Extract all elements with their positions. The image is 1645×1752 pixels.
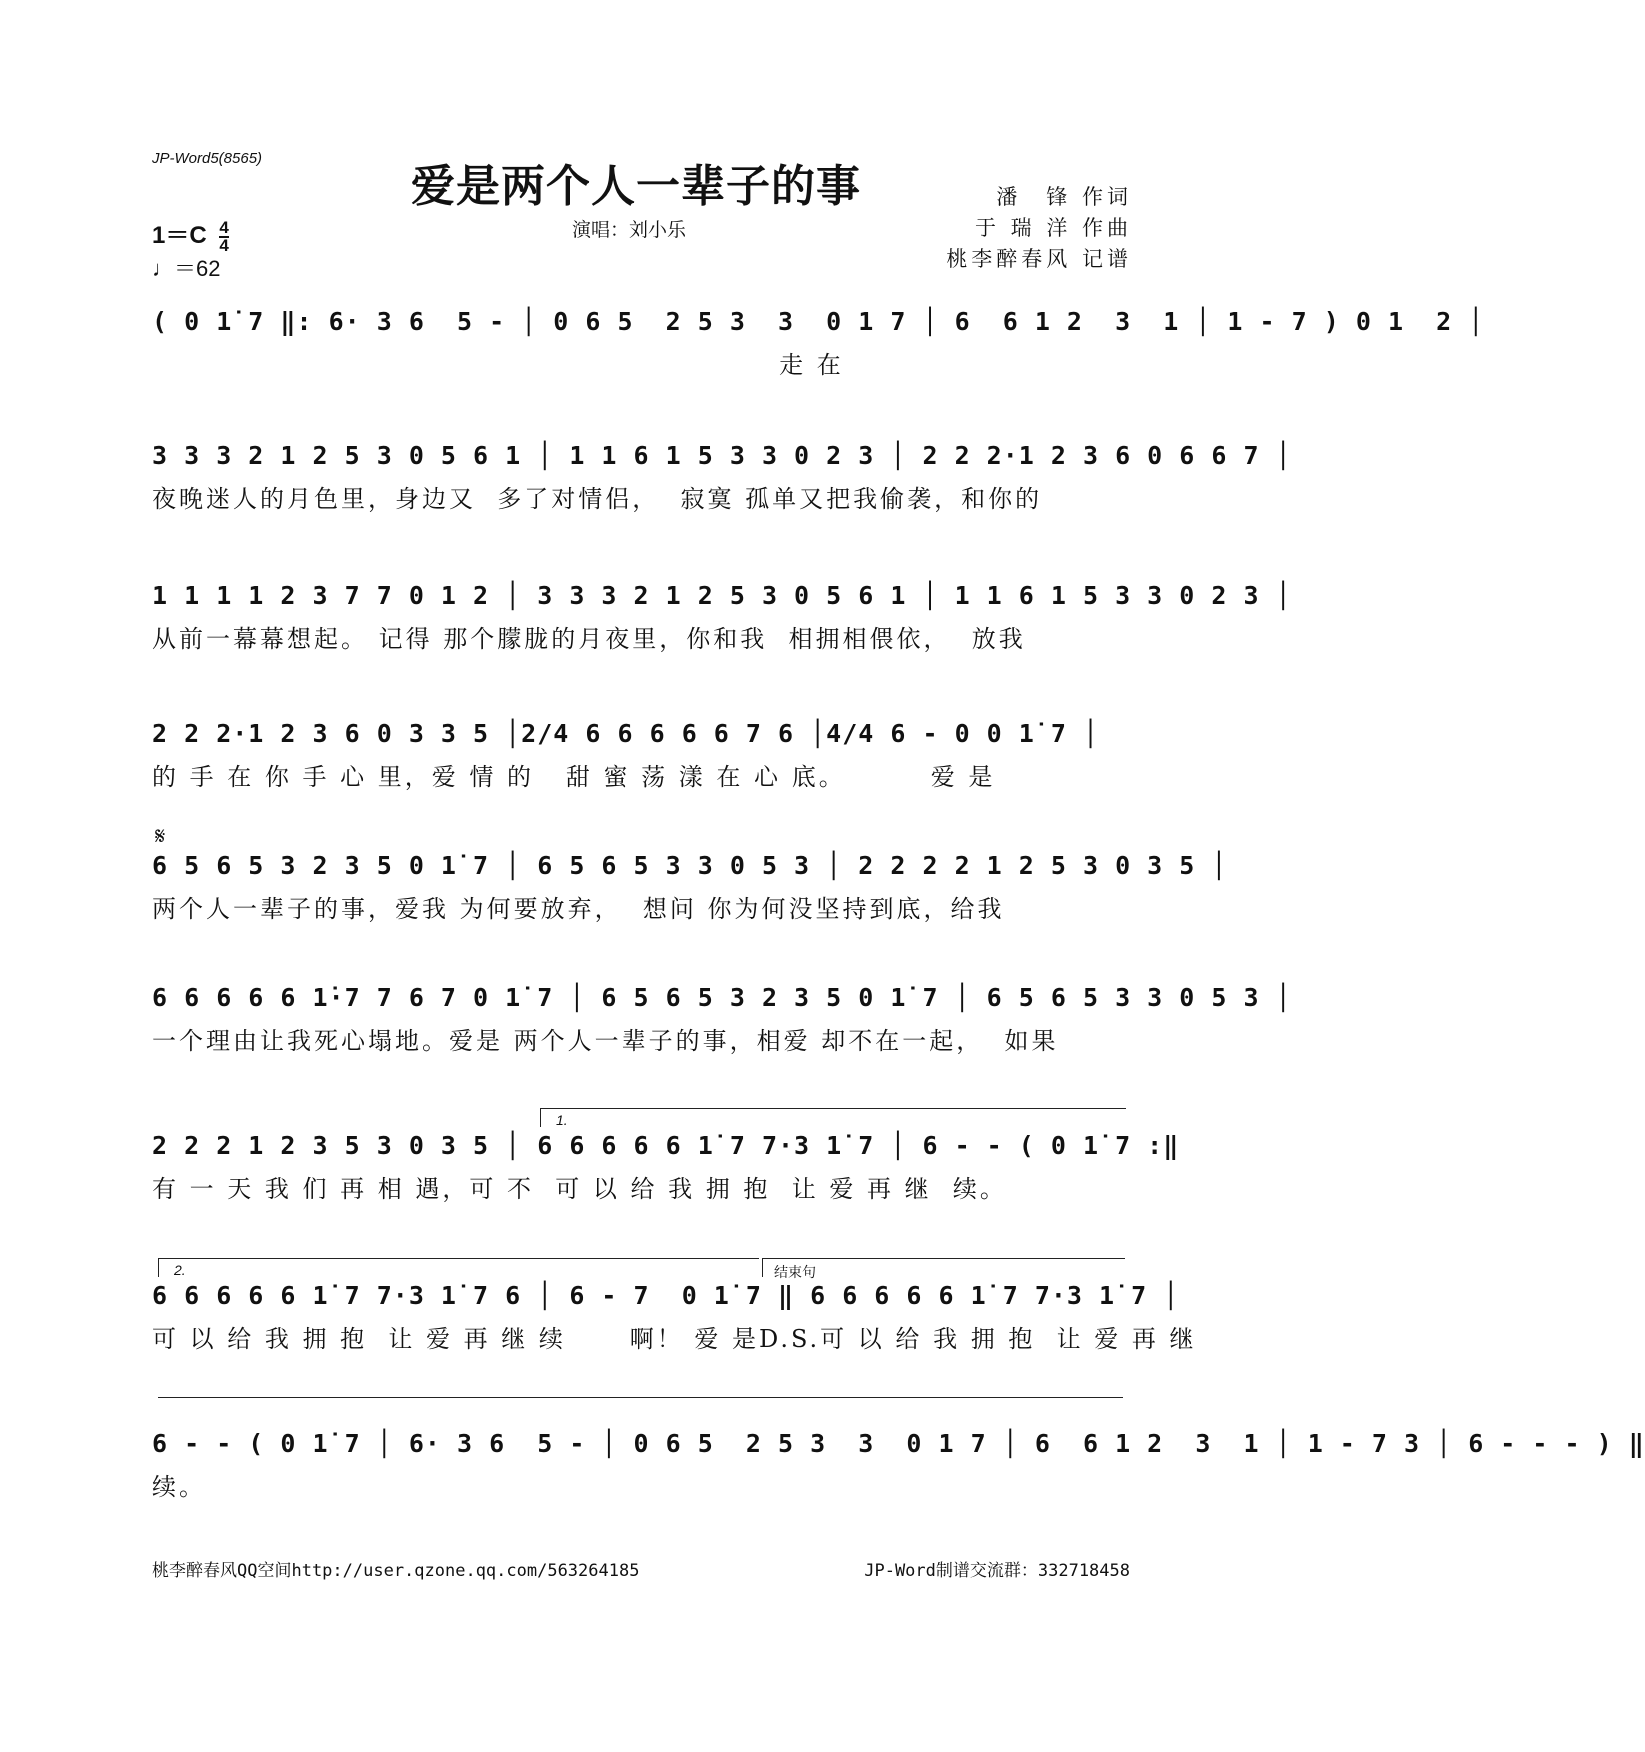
key-label: 1＝C <box>152 222 207 249</box>
segno-sign: 𝄋 <box>155 822 166 850</box>
notation-line: ( 0 1̇ 7 ‖: 6· 3 6 5 - │ 0 6 5 2 5 3 3 0 1 7 │ 6 6 1 2 3 1 │ 1 - 7 ) 0 1 2 │ <box>152 307 1485 336</box>
lyrics-line: 一个理由让我死心塌地。爱是 两个人一辈子的事，相爱 却不在一起， 如果 <box>152 1027 1059 1055</box>
time-signature-top: 4 <box>219 217 229 237</box>
lyrics-line: 从前一幕幕想起。 记得 那个朦胧的月夜里，你和我 相拥相偎依， 放我 <box>152 625 1026 653</box>
notation-line: 6 6 6 6 6 1̇ 7 7·3 1̇ 7 6 │ 6 - 7 0 1̇ 7 ‖ 6 6 6 6 6 1̇ 7 7·3 1̇ 7 │ <box>152 1281 1180 1310</box>
notation-line: 6 5 6 5 3 2 3 5 0 1̇ 7 │ 6 5 6 5 3 3 0 5 3 │ 2 2 2 2 1 2 5 3 0 3 5 │ <box>152 851 1228 880</box>
lyrics-line: 走 在 <box>152 351 844 379</box>
ending-phrase-label: 结束句 <box>774 1264 816 1280</box>
lyrics-line: 夜晚迷人的月色里，身边又 多了对情侣， 寂寞 孤单又把我偷袭，和你的 <box>152 485 1043 513</box>
lyrics-line: 两个人一辈子的事，爱我 为何要放弃， 想问 你为何没坚持到底，给我 <box>152 895 1005 923</box>
ending-line <box>158 1397 1123 1398</box>
software-label: JP-Word5(8565) <box>152 150 263 167</box>
footer-group: JP-Word制谱交流群：332718458 <box>864 1561 1130 1581</box>
footer-website: 桃李醉春风QQ空间http://user.qzone.qq.com/563264185 <box>152 1561 640 1581</box>
first-ending-bracket <box>540 1108 1126 1127</box>
ending-phrase-bracket <box>762 1258 1125 1277</box>
lyrics-line: 可 以 给 我 拥 抱 让 爱 再 继 续 啊！ 爱 是D.S.可 以 给 我 拥 抱 让 爱 再 继 <box>152 1325 1197 1353</box>
notation-line: 6 - - ( 0 1̇ 7 │ 6· 3 6 5 - │ 0 6 5 2 5 3 3 0 1 7 │ 6 6 1 2 3 1 │ 1 - 7 3 │ 6 - - - ) ‖ <box>152 1429 1645 1458</box>
notation-line: 2 2 2·1 2 3 6 0 3 3 5 │2/4 6 6 6 6 6 7 6 │4/4 6 - 0 0 1̇ 7 │ <box>152 719 1100 748</box>
time-signature <box>219 217 229 255</box>
lyricist-credit: 潘 锋 作词 <box>996 185 1132 209</box>
singer-credit: 演唱：刘小乐 <box>572 219 687 241</box>
notation-line: 3 3 3 2 1 2 5 3 0 5 6 1 │ 1 1 6 1 5 3 3 0 2 3 │ 2 2 2·1 2 3 6 0 6 6 7 │ <box>152 441 1292 470</box>
lyrics-line: 续。 <box>152 1473 206 1501</box>
notation-line: 2 2 2 1 2 3 5 3 0 3 5 │ 6 6 6 6 6 1̇ 7 7·3 1̇ 7 │ 6 - - ( 0 1̇ 7 :‖ <box>152 1131 1180 1160</box>
key-signature <box>152 215 229 254</box>
second-ending-bracket <box>158 1258 759 1277</box>
lyrics-line: 有 一 天 我 们 再 相 遇，可 不 可 以 给 我 拥 抱 让 爱 再 继 续。 <box>152 1175 1007 1203</box>
first-ending-label: 1. <box>556 1112 568 1128</box>
credits-block <box>946 182 1132 275</box>
tempo-marking: ♩＝62 <box>152 256 221 281</box>
song-title: 爱是两个人一辈子的事 <box>411 161 861 212</box>
second-ending-label: 2. <box>174 1262 186 1278</box>
lyrics-line: 的 手 在 你 手 心 里，爱 情 的 甜 蜜 荡 漾 在 心 底。 爱 是 <box>152 763 996 791</box>
transcriber-credit: 桃李醉春风 记谱 <box>946 247 1132 271</box>
composer-credit: 于 瑞 洋 作曲 <box>974 216 1132 240</box>
notation-line: 6 6 6 6 6 1̇·7 7 6 7 0 1̇ 7 │ 6 5 6 5 3 2 3 5 0 1̇ 7 │ 6 5 6 5 3 3 0 5 3 │ <box>152 983 1292 1012</box>
notation-line: 1 1 1 1 2 3 7 7 0 1 2 │ 3 3 3 2 1 2 5 3 0 5 6 1 │ 1 1 6 1 5 3 3 0 2 3 │ <box>152 581 1292 610</box>
time-signature-bottom: 4 <box>219 235 229 255</box>
